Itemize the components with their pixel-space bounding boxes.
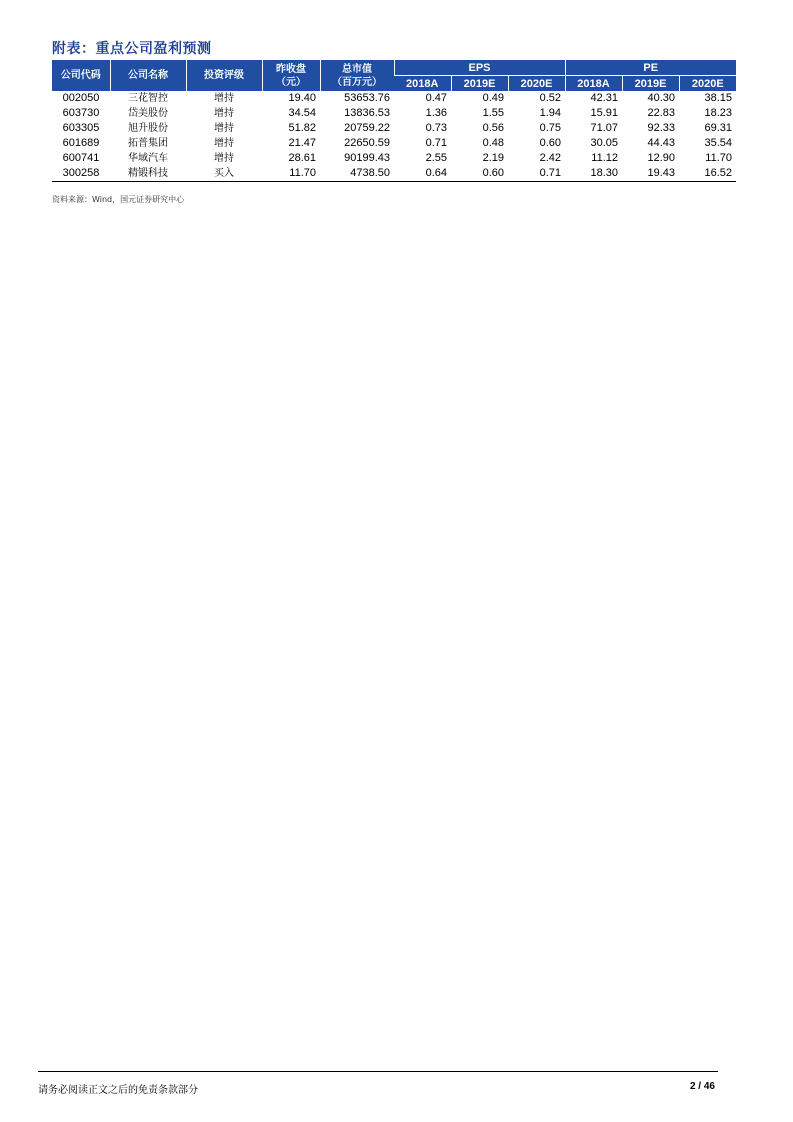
header-pe: PE [565, 60, 736, 76]
table-row [52, 106, 736, 121]
page-title: 附表：重点公司盈利预测 [52, 41, 212, 57]
header-pe-year: 2018A [565, 76, 622, 92]
eps-cell: 0.47 [425, 92, 447, 104]
header-code: 公司代码 [52, 60, 110, 91]
eps-cell: 1.36 [425, 107, 447, 119]
code-cell: 002050 [62, 92, 100, 104]
header-mktcap [320, 60, 394, 91]
header-name: 公司名称 [110, 60, 186, 91]
eps-cell: 2.42 [539, 152, 561, 164]
table-row [52, 121, 736, 136]
pe-cell: 19.43 [622, 166, 679, 182]
table-row [52, 166, 736, 182]
pe-cell: 11.70 [705, 152, 732, 164]
pe-cell: 18.23 [704, 107, 732, 119]
table-row [52, 151, 736, 166]
eps-cell: 0.52 [539, 92, 561, 104]
header-close [262, 60, 320, 91]
company-name-cell: 精锻科技 [110, 166, 186, 182]
close-price-cell: 19.40 [288, 92, 316, 104]
code-cell: 601689 [62, 137, 100, 149]
eps-cell: 0.73 [425, 122, 447, 134]
header-pe-year: 2020E [679, 76, 736, 92]
close-price-cell: 51.82 [288, 122, 316, 134]
pe-cell: 11.12 [591, 152, 618, 164]
company-name-cell: 旭升股份 [128, 123, 168, 134]
pe-cell: 35.54 [704, 137, 732, 149]
pe-cell: 44.43 [647, 137, 675, 149]
table-row [52, 91, 736, 106]
code-cell: 600741 [62, 152, 100, 164]
eps-cell: 0.60 [451, 166, 508, 182]
pe-cell: 12.90 [647, 152, 675, 164]
company-name-cell: 拓普集团 [128, 138, 168, 149]
header-eps-year: 2019E [451, 76, 508, 92]
pe-cell: 16.52 [679, 166, 736, 182]
pe-cell: 71.07 [590, 122, 618, 134]
pe-cell: 30.05 [590, 137, 618, 149]
footer-divider [38, 1071, 718, 1072]
code-cell: 300258 [52, 166, 110, 182]
header-mktcap-line1: 总市值 [342, 63, 372, 75]
company-name-cell: 华域汽车 [128, 153, 168, 164]
eps-cell: 2.19 [482, 152, 504, 164]
market-cap-cell: 20759.22 [344, 122, 390, 134]
market-cap-cell: 4738.50 [320, 166, 394, 182]
rating-cell: 增持 [214, 108, 234, 119]
market-cap-cell: 13836.53 [344, 107, 390, 119]
eps-cell: 1.55 [482, 107, 504, 119]
eps-cell: 0.56 [482, 122, 504, 134]
eps-cell: 0.48 [482, 137, 504, 149]
pe-cell: 42.31 [590, 92, 618, 104]
eps-cell: 1.94 [539, 107, 561, 119]
header-mktcap-line2: （百万元） [332, 76, 382, 88]
market-cap-cell: 53653.76 [344, 92, 390, 104]
source-note: 资料来源：Wind，国元证券研究中心 [52, 195, 185, 204]
company-name-cell: 三花智控 [128, 93, 168, 104]
eps-cell: 0.49 [482, 92, 504, 104]
pe-cell: 22.83 [647, 107, 675, 119]
header-eps-year: 2020E [508, 76, 565, 92]
header-close-line1: 昨收盘 [276, 63, 306, 75]
pe-cell: 40.30 [647, 92, 675, 104]
eps-cell: 0.71 [425, 137, 447, 149]
rating-cell: 增持 [214, 123, 234, 134]
rating-cell: 增持 [214, 153, 234, 164]
pe-cell: 18.30 [565, 166, 622, 182]
eps-cell: 0.75 [539, 122, 561, 134]
header-pe-year: 2019E [622, 76, 679, 92]
close-price-cell: 11.70 [262, 166, 320, 182]
rating-cell: 买入 [186, 166, 262, 182]
page-number: 2 / 46 [689, 1081, 715, 1092]
rating-cell: 增持 [214, 93, 234, 104]
pe-cell: 92.33 [647, 122, 675, 134]
company-name-cell: 岱美股份 [128, 108, 168, 119]
pe-cell: 69.31 [704, 122, 732, 134]
rating-cell: 增持 [214, 138, 234, 149]
eps-cell: 0.64 [394, 166, 451, 182]
code-cell: 603305 [62, 122, 100, 134]
close-price-cell: 34.54 [288, 107, 316, 119]
eps-cell: 2.55 [425, 152, 447, 164]
pe-cell: 15.91 [590, 107, 618, 119]
header-rating: 投资评级 [186, 60, 262, 91]
header-close-line2: （元） [276, 76, 306, 88]
eps-cell: 0.71 [508, 166, 565, 182]
close-price-cell: 21.47 [288, 137, 316, 149]
header-eps-year: 2018A [394, 76, 451, 92]
forecast-table [52, 60, 736, 182]
table-row [52, 136, 736, 151]
disclaimer-note: 请务必阅读正文之后的免责条款部分 [38, 1085, 198, 1096]
market-cap-cell: 22650.59 [344, 137, 390, 149]
pe-cell: 38.15 [704, 92, 732, 104]
code-cell: 603730 [62, 107, 100, 119]
header-eps: EPS [394, 60, 565, 76]
close-price-cell: 28.61 [288, 152, 316, 164]
eps-cell: 0.60 [539, 137, 561, 149]
market-cap-cell: 90199.43 [344, 152, 390, 164]
